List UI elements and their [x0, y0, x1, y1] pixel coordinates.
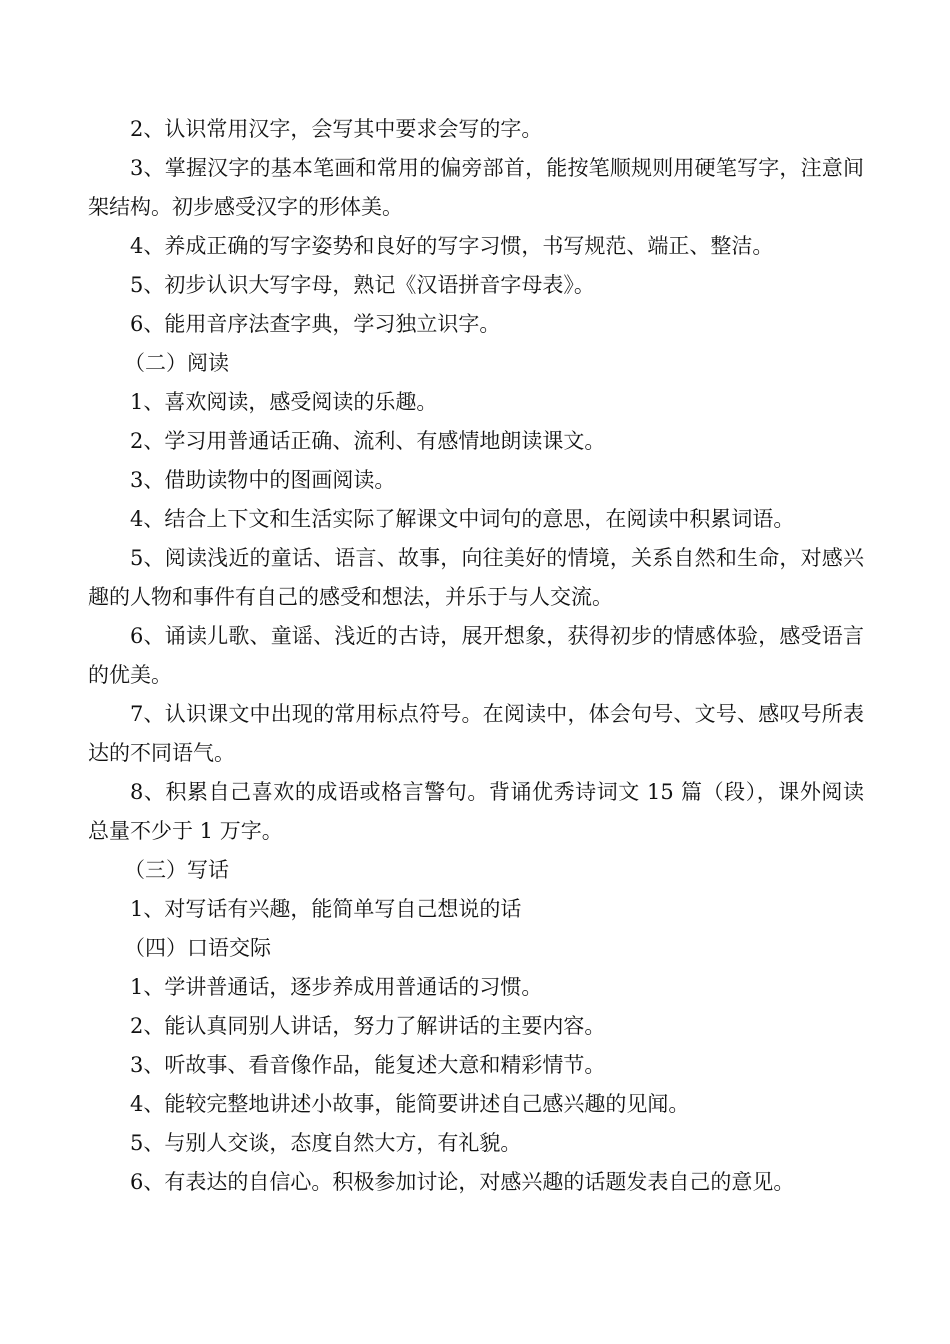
list-item: 6、诵读儿歌、童谣、浅近的古诗，展开想象，获得初步的情感体验，感受语言的优美。 [88, 624, 864, 687]
list-item: 5、初步认识大写字母，熟记《汉语拼音字母表》。 [130, 273, 595, 297]
list-item: 1、对写话有兴趣，能简单写自己想说的话 [130, 897, 522, 921]
section-heading-writing: （三）写话 [124, 858, 229, 882]
section-heading-reading: （二）阅读 [124, 351, 229, 375]
list-item: 1、喜欢阅读，感受阅读的乐趣。 [130, 390, 438, 414]
list-item: 6、有表达的自信心。积极参加讨论，对感兴趣的话题发表自己的意见。 [130, 1170, 795, 1194]
list-item: 3、听故事、看音像作品，能复述大意和精彩情节。 [130, 1053, 606, 1077]
list-item: 3、掌握汉字的基本笔画和常用的偏旁部首，能按笔顺规则用硬笔写字，注意间架结构。初步感受汉字的形体美。 [88, 156, 864, 219]
list-item: 1、学讲普通话，逐步养成用普通话的习惯。 [130, 975, 543, 999]
list-item: 5、阅读浅近的童话、语言、故事，向往美好的情境，关系自然和生命，对感兴趣的人物和事件有自己的感受和想法，并乐于与人交流。 [88, 546, 864, 609]
list-item: 7、认识课文中出现的常用标点符号。在阅读中，体会句号、文号、感叹号所表达的不同语气。 [88, 702, 864, 765]
list-item: 5、与别人交谈，态度自然大方，有礼貌。 [130, 1131, 522, 1155]
list-item: 2、能认真同别人讲话，努力了解讲话的主要内容。 [130, 1014, 606, 1038]
list-item: 3、借助读物中的图画阅读。 [130, 468, 396, 492]
section-heading-oral-communication: （四）口语交际 [124, 936, 271, 960]
list-item: 4、结合上下文和生活实际了解课文中词句的意思，在阅读中积累词语。 [130, 507, 795, 531]
list-item: 4、能较完整地讲述小故事，能简要讲述自己感兴趣的见闻。 [130, 1092, 690, 1116]
list-item: 8、积累自己喜欢的成语或格言警句。背诵优秀诗词文 15 篇（段），课外阅读总量不少于 1 万字。 [88, 780, 864, 843]
document-body [88, 110, 864, 1202]
list-item: 4、养成正确的写字姿势和良好的写字习惯，书写规范、端正、整洁。 [130, 234, 774, 258]
list-item: 6、能用音序法查字典，学习独立识字。 [130, 312, 501, 336]
list-item: 2、认识常用汉字，会写其中要求会写的字。 [130, 117, 543, 141]
list-item: 2、学习用普通话正确、流利、有感情地朗读课文。 [130, 429, 606, 453]
